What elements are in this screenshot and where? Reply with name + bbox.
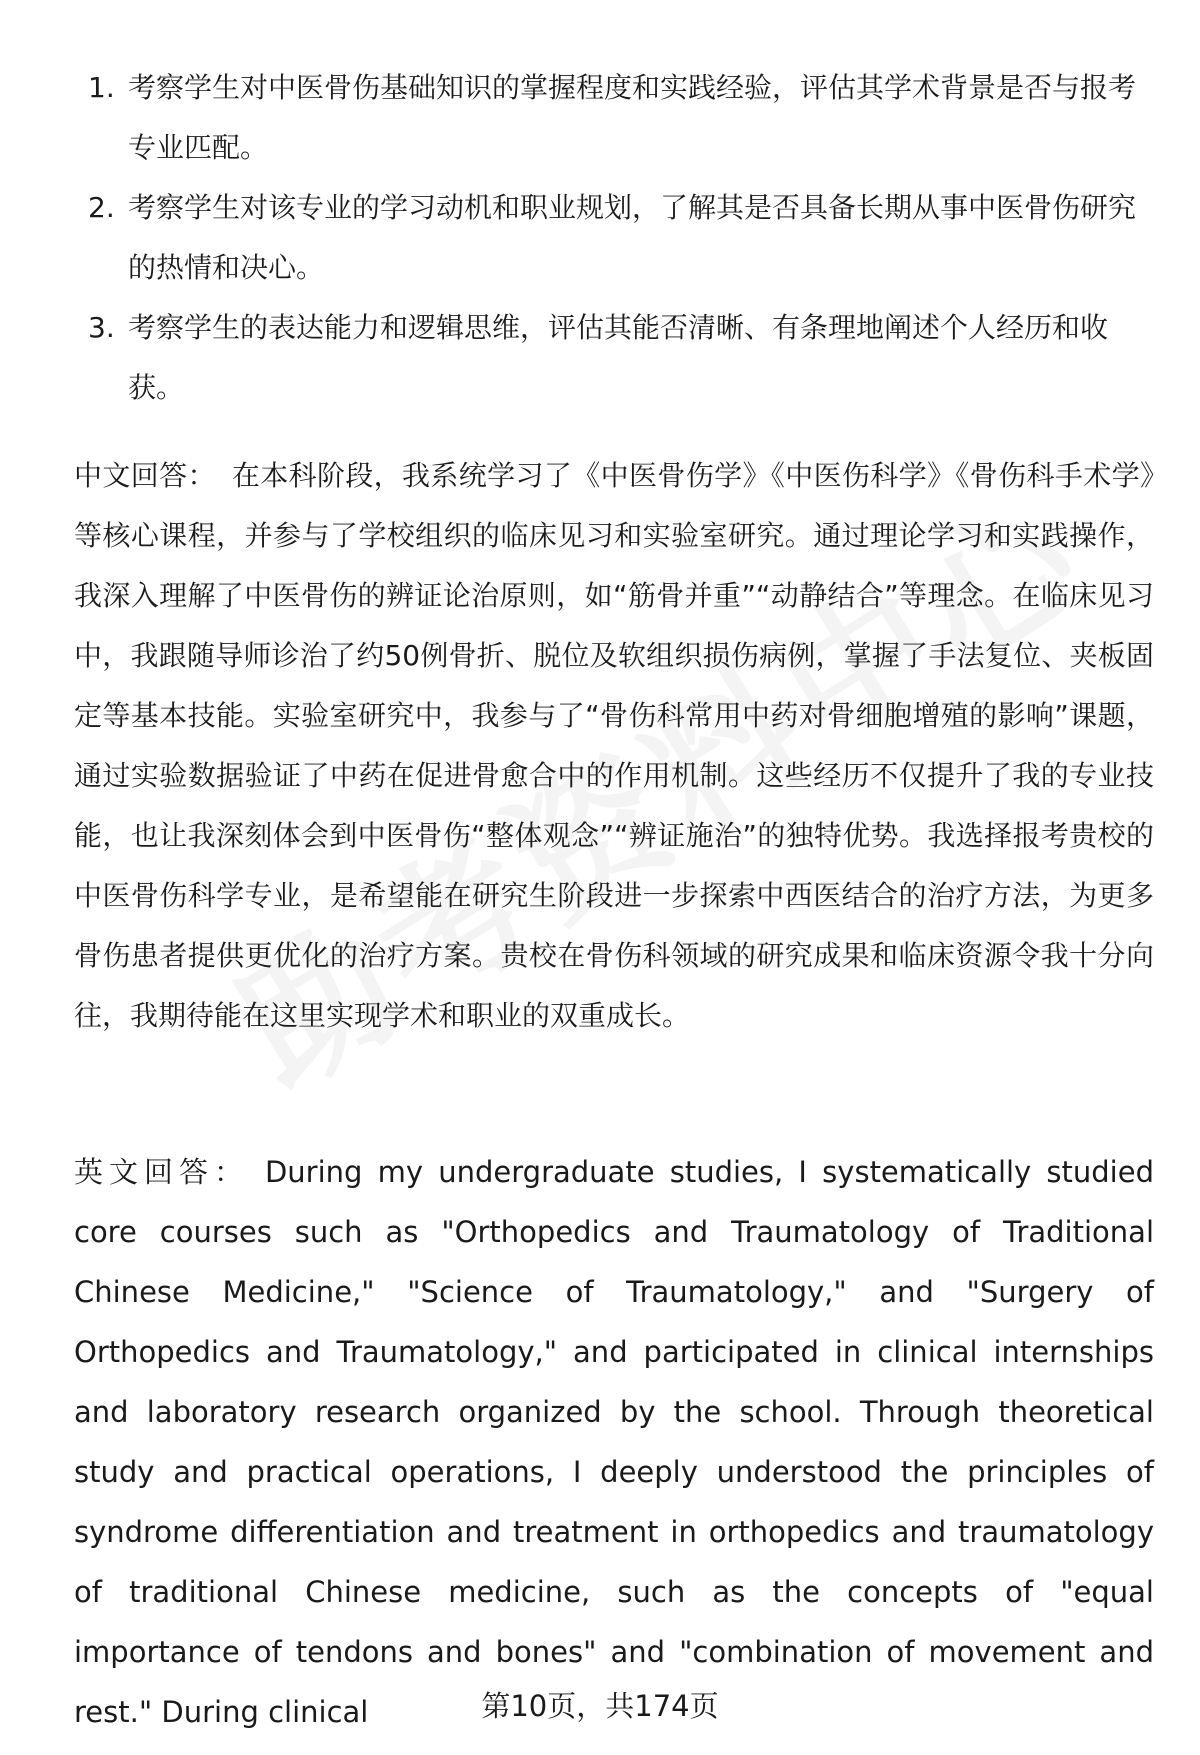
english-answer-label: 英文回答： bbox=[74, 1155, 249, 1189]
criteria-number: 1. bbox=[88, 71, 115, 104]
chinese-answer-paragraph bbox=[74, 446, 1154, 1046]
criteria-item bbox=[74, 58, 1144, 178]
criteria-text: 考察学生对该专业的学习动机和职业规划，了解其是否具备长期从事中医骨伤研究的热情和决心。 bbox=[128, 191, 1137, 284]
criteria-text: 考察学生的表达能力和逻辑思维，评估其能否清晰、有条理地阐述个人经历和收获。 bbox=[128, 311, 1109, 404]
criteria-text: 考察学生对中医骨伤基础知识的掌握程度和实践经验，评估其学术背景是否与报考专业匹配。 bbox=[128, 71, 1137, 164]
chinese-answer-text: 在本科阶段，我系统学习了《中医骨伤学》《中医伤科学》《骨伤科手术学》等核心课程，并参与了学校组织的临床见习和实验室研究。通过理论学习和实践操作，我深入理解了中医骨伤的辨证论治原则，如“筋骨并重”“动静结合”等理念。在临床见习中，我跟随导师诊治了约50例骨折、脱位及软组织损伤病例，掌握了手法复位、夹板固定等基本技能。实验室研究中，我参与了“骨伤科常用中药对骨细胞增殖的影响”课题，通过实验数据验证了中药在促进骨愈合中的作用机制。这些经历不仅提升了我的专业技能，也让我深刻体会到中医骨伤“整体观念”“辨证施治”的独特优势。我选择报考贵校的中医骨伤科学专业，是希望能在研究生阶段进一步探索中西医结合的治疗方法，为更多骨伤患者提供更优化的治疗方案。贵校在骨伤科领域的研究成果和临床资源令我十分向往，我期待能在这里实现学术和职业的双重成长。 bbox=[74, 459, 1154, 1032]
page-number-footer: 第10页，共174页 bbox=[481, 1689, 719, 1723]
english-answer-paragraph bbox=[74, 1142, 1154, 1742]
criteria-item bbox=[74, 178, 1144, 298]
chinese-answer-label: 中文回答： bbox=[74, 459, 216, 492]
criteria-number: 3. bbox=[88, 311, 115, 344]
english-answer-text: During my undergraduate studies, I systematically studied core courses such as "Orthopedics and Traumatology of Traditional Chinese Medicine," "Science of Traumatology," and "Surgery of Orthopedics and Traumatology," and participated in clinical internships and laboratory research organized by the school. Through theoretical study and practical operations, I deeply understood the principles of syndrome differentiation and treatment in orthopedics and traumatology of traditional Chinese medicine, such as the concepts of "equal importance of tendons and bones" and "combination of movement and rest." During clinical bbox=[74, 1155, 1154, 1729]
criteria-item bbox=[74, 298, 1144, 418]
evaluation-criteria-list bbox=[74, 58, 1144, 418]
criteria-number: 2. bbox=[88, 191, 115, 224]
